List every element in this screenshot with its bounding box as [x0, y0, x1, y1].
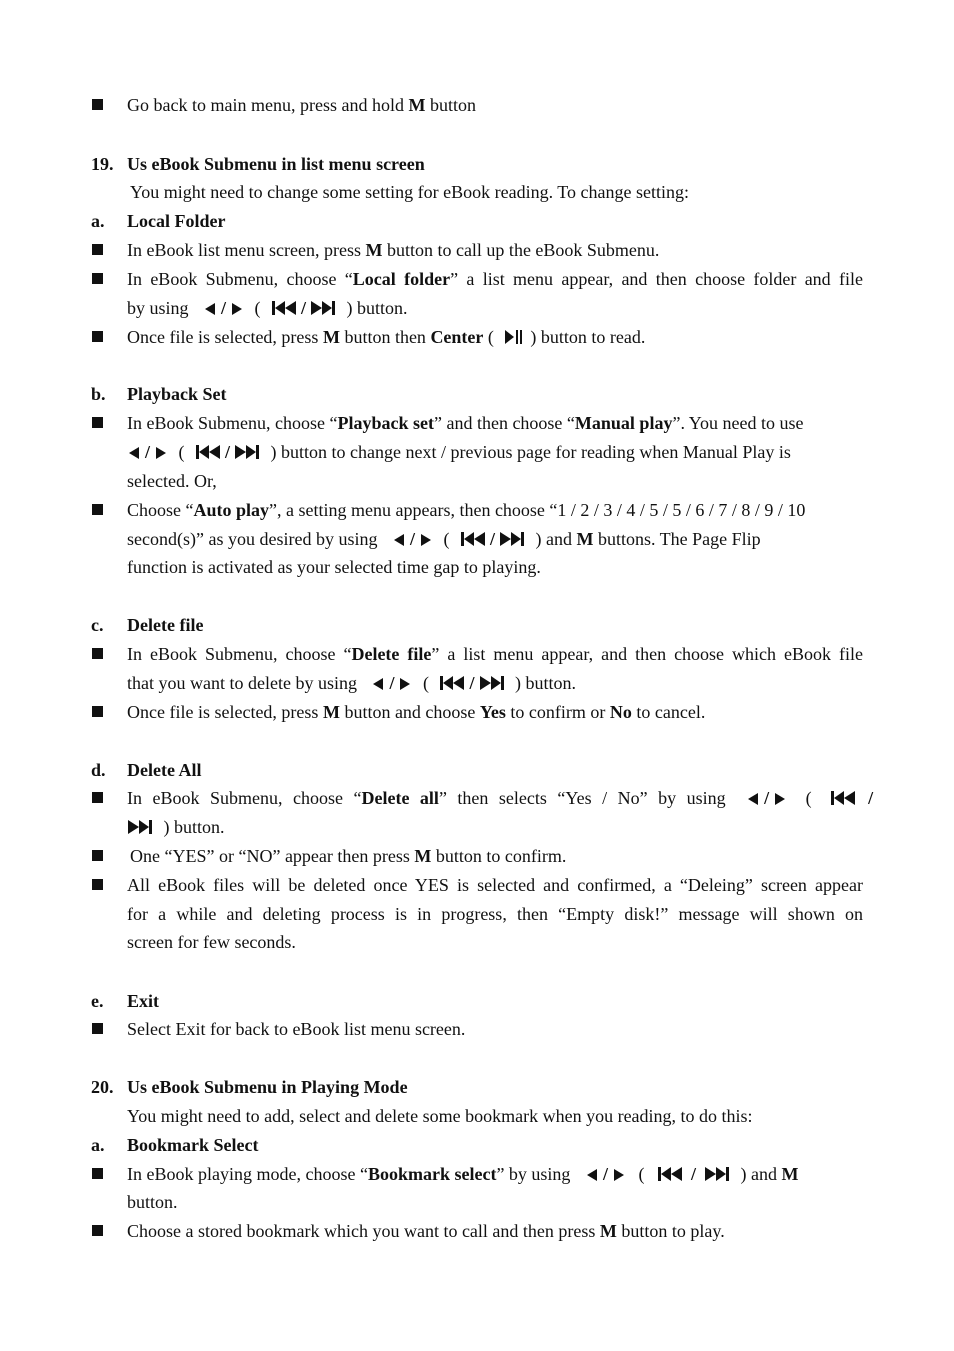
bullet-item: In eBook Submenu, choose “Delete file” a list menu appear, and then choose which eBook file: [0, 641, 954, 667]
left-arrow-icon: [392, 533, 406, 547]
bullet-item: In eBook Submenu, choose “Playback set” and then choose “Manual play”. You need to use: [0, 410, 954, 436]
prev-track-icon: [271, 300, 297, 316]
next-track-icon: [127, 819, 153, 835]
bullet-item: Go back to main menu, press and hold M button: [0, 92, 954, 118]
bullet-item: In eBook playing mode, choose “Bookmark select” by using / ( / ) and M: [0, 1161, 954, 1187]
bullet-icon: [92, 331, 103, 342]
bullet-item: In eBook Submenu, choose “Delete all” then selects “Yes / No” by using / ( /: [0, 785, 954, 811]
prev-track-icon: [195, 444, 221, 460]
subsection-heading: e. Exit: [91, 991, 160, 1011]
bullet-item: Once file is selected, press M button and choose Yes to confirm or No to cancel.: [0, 699, 954, 725]
bullet-item: In eBook list menu screen, press M button to call up the eBook Submenu.: [0, 237, 954, 263]
section-heading: 20. Us eBook Submenu in Playing Mode: [91, 1077, 408, 1097]
right-arrow-icon: [154, 446, 168, 460]
subsection-heading: b. Playback Set: [91, 384, 227, 404]
prev-track-icon: [830, 790, 856, 806]
left-arrow-icon: [585, 1168, 599, 1182]
bullet-icon: [92, 417, 103, 428]
bullet-icon: [92, 1168, 103, 1179]
right-arrow-icon: [398, 677, 412, 691]
subsection-heading: a. Local Folder: [91, 211, 226, 231]
bullet-item: In eBook Submenu, choose “Local folder” a list menu appear, and then choose folder and file: [0, 266, 954, 292]
bullet-item: Choose a stored bookmark which you want to call and then press M button to play.: [0, 1218, 954, 1244]
next-track-icon: [704, 1166, 730, 1182]
prev-track-icon: [439, 675, 465, 691]
prev-track-icon: [460, 531, 486, 547]
bullet-item: Select Exit for back to eBook list menu screen.: [0, 1016, 954, 1042]
next-track-icon: [310, 300, 336, 316]
subsection-heading: a. Bookmark Select: [91, 1135, 259, 1155]
bullet-icon: [92, 792, 103, 803]
next-track-icon: [499, 531, 525, 547]
left-arrow-icon: [203, 302, 217, 316]
bullet-item: One “YES” or “NO” appear then press M button to confirm.: [0, 843, 954, 869]
section-intro: You might need to add, select and delete some bookmark when you reading, to do this:: [127, 1106, 753, 1126]
bullet-item: All eBook files will be deleted once YES is selected and confirmed, a “Deleing” screen appear: [0, 872, 954, 898]
right-arrow-icon: [419, 533, 433, 547]
bullet-item: Once file is selected, press M button then Center ( ) button to read.: [0, 324, 954, 350]
subsection-heading: c. Delete file: [91, 615, 204, 635]
play-pause-icon: [504, 329, 524, 345]
right-arrow-icon: [612, 1168, 626, 1182]
bullet-icon: [92, 850, 103, 861]
bullet-icon: [92, 648, 103, 659]
left-arrow-icon: [127, 446, 141, 460]
section-heading: 19. Us eBook Submenu in list menu screen: [91, 154, 425, 174]
subsection-heading: d. Delete All: [91, 760, 202, 780]
bullet-icon: [92, 244, 103, 255]
next-track-icon: [234, 444, 260, 460]
right-arrow-icon: [230, 302, 244, 316]
prev-track-icon: [657, 1166, 683, 1182]
bullet-icon: [92, 504, 103, 515]
bullet-icon: [92, 706, 103, 717]
bullet-icon: [92, 1023, 103, 1034]
bullet-icon: [92, 1225, 103, 1236]
bullet-icon: [92, 99, 103, 110]
left-arrow-icon: [746, 792, 760, 806]
section-intro: You might need to change some setting for eBook reading. To change setting:: [130, 182, 689, 202]
bullet-icon: [92, 879, 103, 890]
bullet-icon: [92, 273, 103, 284]
bullet-item: Choose “Auto play”, a setting menu appears, then choose “1 / 2 / 3 / 4 / 5 / 5 / 6 / 7 / 8 / 9 / 10: [0, 497, 954, 523]
right-arrow-icon: [773, 792, 787, 806]
left-arrow-icon: [371, 677, 385, 691]
next-track-icon: [479, 675, 505, 691]
